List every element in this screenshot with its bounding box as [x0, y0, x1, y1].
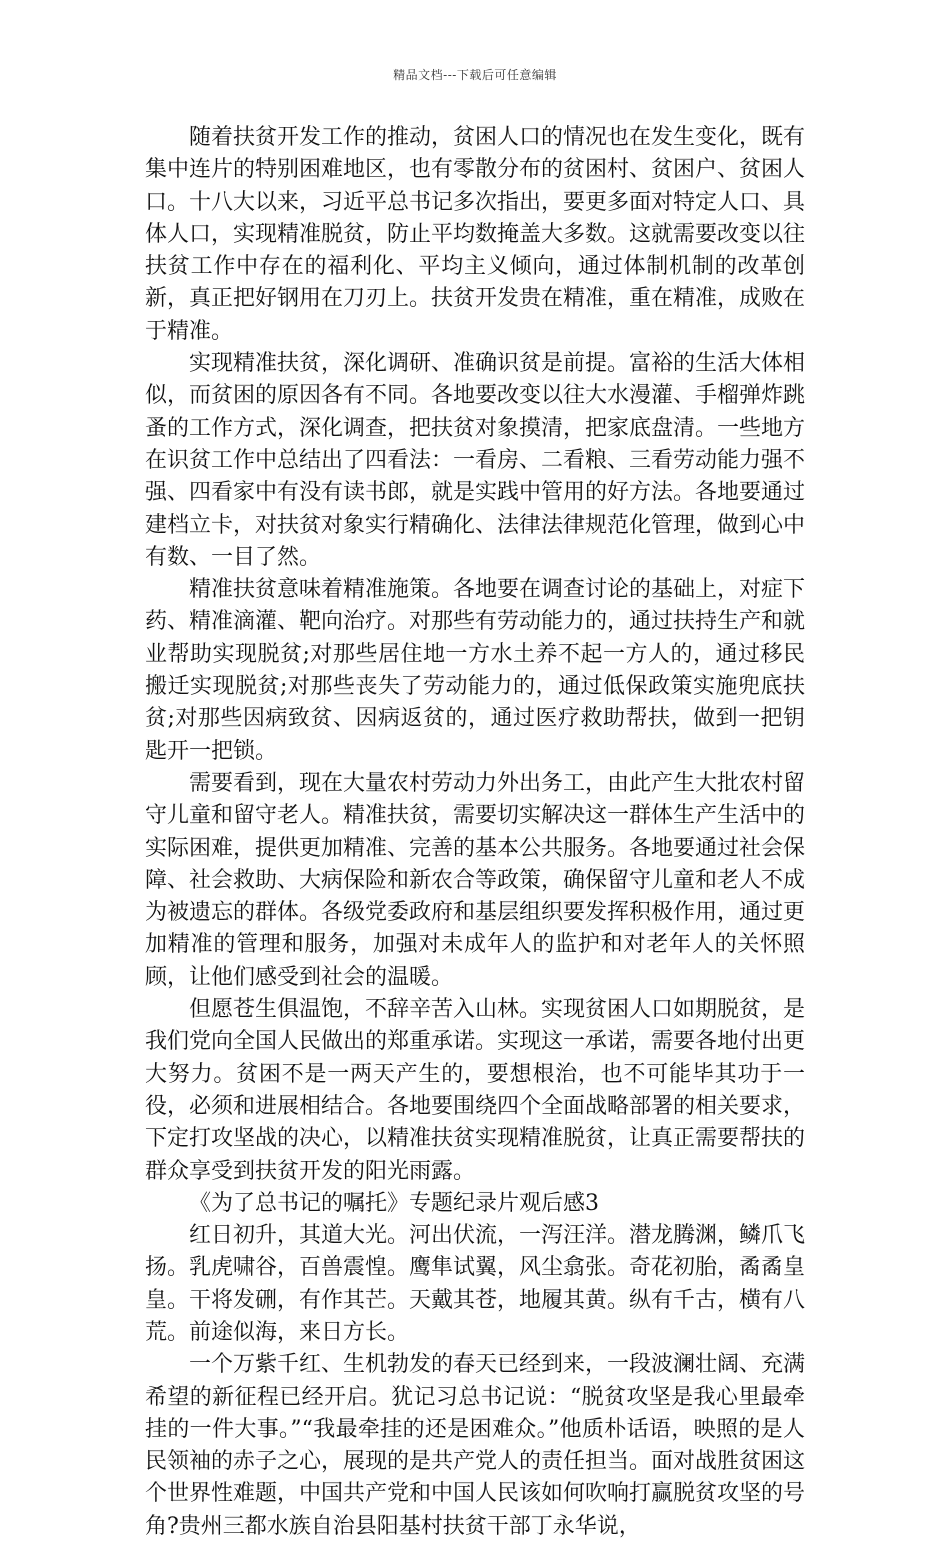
section-title: 《为了总书记的嘱托》专题纪录片观后感3 [189, 1190, 599, 1216]
paragraph-1: 随着扶贫开发工作的推动，贫困人口的情况也在发生变化，既有集中连片的特别困难地区，也有零散分布的贫困村、贫困户、贫困人口。十八大以来，习近平总书记多次指出，要更多面对特定人口、具体人口，实现精准脱贫，防止平均数掩盖大多数。这就需要改变以往扶贫工作中存在的福利化、平均主义倾向，通过体制机制的改革创新，真正把好钢用在刀刃上。扶贫开发贵在精准，重在精准，成败在于精准。 [145, 125, 806, 344]
paragraph-2: 实现精准扶贫，深化调研、准确识贫是前提。富裕的生活大体相似，而贫困的原因各有不同。各地要改变以往大水漫灌、手榴弹炸跳蚤的工作方式，深化调查，把扶贫对象摸清，把家底盘清。一些地方在识贫工作中总结出了四看法：一看房、二看粮、三看劳动能力强不强、四看家中有没有读书郎，就是实践中管用的好方法。各地要通过建档立卡，对扶贫对象实行精确化、法律法律规范化管理，做到心中有数、一目了然。 [145, 351, 806, 570]
paragraph-5: 但愿苍生俱温饱，不辞辛苦入山林。实现贫困人口如期脱贫，是我们党向全国人民做出的郑重承诺。实现这一承诺，需要各地付出更大努力。贫困不是一两天产生的，要想根治，也不可能毕其功于一役，必须和进展相结合。各地要围绕四个全面战略部署的相关要求，下定打攻坚战的决心，以精准扶贫实现精准脱贫，让真正需要帮扶的群众享受到扶贫开发的阳光雨露。 [145, 997, 806, 1184]
document-body [145, 122, 805, 1543]
paragraph-3: 精准扶贫意味着精准施策。各地要在调查讨论的基础上，对症下药、精准滴灌、靶向治疗。对那些有劳动能力的，通过扶持生产和就业帮助实现脱贫;对那些居住地一方水土养不起一方人的，通过移民搬迁实现脱贫;对那些丧失了劳动能力的，通过低保政策实施兜底扶贫;对那些因病致贫、因病返贫的，通过医疗救助帮扶，做到一把钥匙开一把锁。 [145, 577, 806, 764]
paragraph-7: 一个万紫千红、生机勃发的春天已经到来，一段波澜壮阔、充满希望的新征程已经开启。犹记习总书记说：“脱贫攻坚是我心里最牵挂的一件大事。”“我最牵挂的还是困难众。”他质朴话语，映照的是人民领袖的赤子之心，展现的是共产党人的责任担当。面对战胜贫困这个世界性难题，中国共产党和中国人民该如何吹响打赢脱贫攻坚的号角?贵州三都水族自治县阳基村扶贫干部丁永华说， [145, 1352, 806, 1539]
page-header: 精品文档---下载后可任意编辑 [393, 68, 557, 82]
paragraph-6: 红日初升，其道大光。河出伏流，一泻汪洋。潜龙腾渊，鳞爪飞扬。乳虎啸谷，百兽震惶。鹰隼试翼，风尘翕张。奇花初胎，矞矞皇皇。干将发硎，有作其芒。天戴其苍，地履其黄。纵有千古，横有八荒。前途似海，来日方长。 [145, 1223, 806, 1345]
paragraph-4: 需要看到，现在大量农村劳动力外出务工，由此产生大批农村留守儿童和留守老人。精准扶贫，需要切实解决这一群体生产生活中的实际困难，提供更加精准、完善的基本公共服务。各地要通过社会保障、社会救助、大病保险和新农合等政策，确保留守儿童和老人不成为被遗忘的群体。各级党委政府和基层组织要发挥积极作用，通过更加精准的管理和服务，加强对未成年人的监护和对老年人的关怀照顾，让他们感受到社会的温暖。 [145, 770, 806, 990]
